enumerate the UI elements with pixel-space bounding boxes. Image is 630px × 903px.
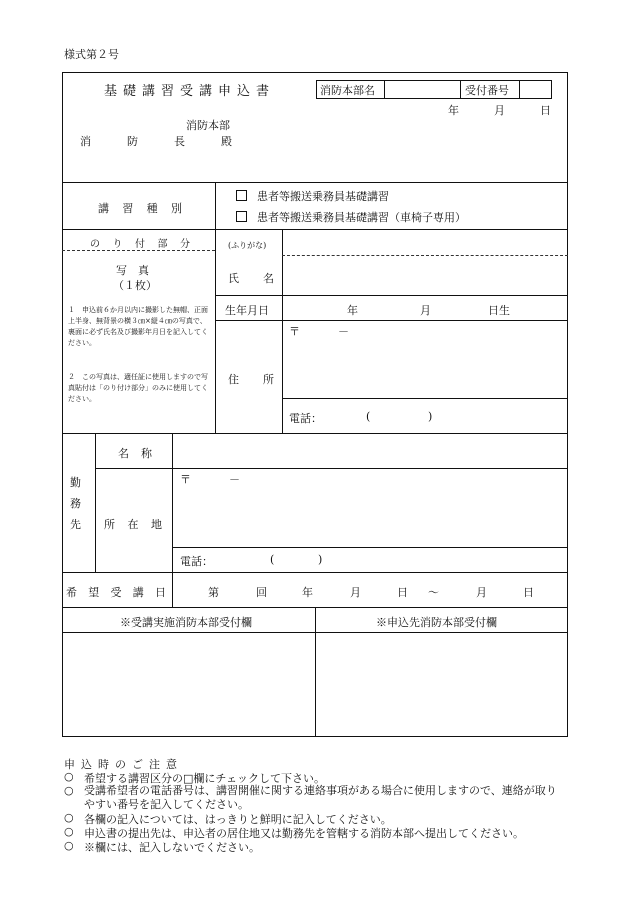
- course-option-1-checkbox[interactable]: [236, 190, 247, 201]
- rule-address-phone: [282, 398, 568, 399]
- note-item: 申込書の提出先は、申込者の居住地又は勤務先を管轄する消防本部へ提出してください。: [84, 827, 524, 840]
- workplace-name-label: 名 称: [118, 447, 152, 460]
- furigana-label: (ふりがな): [228, 241, 267, 250]
- address-phone-paren-close: ): [428, 410, 433, 423]
- rule-course-top: [62, 182, 568, 183]
- note-item: 各欄の記入については、はっきりと鮮明に記入してください。: [84, 813, 392, 826]
- note-item: 希望する講習区分の□欄にチェックして下さい。: [84, 772, 326, 785]
- address-phone-label: 電話：: [289, 412, 322, 425]
- workplace-name-field[interactable]: [175, 435, 565, 466]
- note-bullet: ○: [64, 825, 74, 838]
- address-postal-dash: －: [338, 325, 349, 338]
- desired-date-label: 希 望 受 講 日: [66, 586, 166, 599]
- course-type-label: 講 習 種 別: [98, 202, 182, 215]
- birth-day-label: 日生: [488, 304, 510, 317]
- photo-dash-top: [62, 250, 215, 251]
- course-option-2-checkbox[interactable]: [236, 211, 247, 222]
- workplace-location-label: 所 在 地: [104, 518, 162, 531]
- address-field[interactable]: [284, 338, 566, 396]
- note-bullet: ○: [64, 811, 74, 824]
- workplace-postal-dash: －: [229, 473, 240, 486]
- rule-course-bottom: [62, 229, 568, 230]
- photo-note-2: ２ この写真は、適任証に使用しますので写真貼付は「のり付け部分」のみに使用してください。: [68, 373, 208, 403]
- birth-date-label: 生年月日: [225, 304, 269, 317]
- note-item: ※欄には、記入しないでください。: [84, 841, 260, 854]
- workplace-address-field[interactable]: [175, 486, 565, 545]
- course-option-2[interactable]: [236, 209, 466, 225]
- header-box-divider-1: [384, 80, 385, 98]
- rule-col-left: [215, 182, 216, 433]
- course-option-1-label: 患者等搬送乗務員基礎講習: [257, 190, 389, 203]
- addressee-hq: 消防本部: [186, 119, 230, 132]
- desired-dai: 第: [208, 586, 219, 599]
- date-day-label: 日: [540, 104, 551, 117]
- form-title: 基礎講習受講申込書: [104, 84, 276, 99]
- date-year-label: 年: [448, 104, 459, 117]
- desired-month-start: 月: [350, 586, 361, 599]
- photo-title: 写 真: [116, 264, 149, 277]
- form-number: 様式第２号: [64, 48, 119, 61]
- photo-count: （１枚）: [113, 279, 157, 292]
- address-label: 住 所: [228, 373, 274, 386]
- workplace-postal-mark: 〒: [180, 473, 191, 486]
- address-postal-mark: 〒: [289, 325, 300, 338]
- furigana-field[interactable]: [284, 231, 566, 254]
- workplace-phone-paren-open: (: [270, 553, 275, 566]
- header-box-divider-3: [519, 80, 520, 98]
- desired-day-end: 日: [523, 586, 534, 599]
- rule-birth-bottom: [215, 320, 568, 321]
- course-option-2-label: 患者等搬送乗務員基礎講習（車椅子専用）: [257, 211, 466, 224]
- desired-tilde: ～: [428, 586, 439, 599]
- hq-name-label: 消防本部名: [320, 84, 375, 97]
- receipt-number-label: 受付番号: [465, 84, 509, 97]
- receipt-number-field[interactable]: [521, 81, 550, 97]
- workplace-phone-paren-close: ): [318, 553, 323, 566]
- desired-kai: 回: [256, 586, 267, 599]
- address-phone-paren-open: (: [366, 410, 371, 423]
- rule-col-label: [282, 229, 283, 433]
- rule-workplace-top: [62, 433, 568, 434]
- workplace-phone-label: 電話：: [180, 555, 213, 568]
- rule-desired-top: [62, 572, 568, 573]
- notes-heading: 申込時のご注意: [64, 758, 183, 771]
- desired-day-start: 日: [397, 586, 408, 599]
- reception-left-label: ※受講実施消防本部受付欄: [120, 616, 252, 629]
- name-field[interactable]: [284, 256, 566, 294]
- header-box-divider-2: [460, 80, 461, 98]
- rule-reception-split: [315, 607, 316, 736]
- workplace-label: 勤務先: [70, 476, 81, 531]
- note-item: 受講希望者の電話番号は、講習開催に関する連絡事項がある場合に使用しますので、連絡が取りやすい番号を記入してください。: [84, 784, 557, 811]
- photo-note-1: １ 申込前６か月以内に撮影した無帽、正面上半身、無背景の横３㎝×縦４㎝の写真で、裏面に必ず氏名及び撮影年月日を記入してください。: [68, 306, 208, 347]
- note-bullet: ○: [64, 839, 74, 852]
- addressee-chief: 消 防 長 殿: [80, 135, 232, 148]
- birth-month-label: 月: [420, 304, 431, 317]
- hq-name-field[interactable]: [387, 81, 459, 97]
- name-label: 氏 名: [228, 272, 274, 285]
- desired-month-end: 月: [476, 586, 487, 599]
- date-month-label: 月: [494, 104, 505, 117]
- rule-workplace-label: [95, 433, 96, 572]
- note-bullet: ○: [64, 770, 74, 783]
- rule-workplace-sub: [172, 433, 173, 607]
- desired-year: 年: [302, 586, 313, 599]
- birth-year-label: 年: [347, 304, 358, 317]
- note-bullet: ○: [64, 784, 74, 797]
- reception-right-label: ※申込先消防本部受付欄: [376, 616, 497, 629]
- course-option-1[interactable]: [236, 188, 389, 204]
- rule-workaddr-phone: [172, 547, 568, 548]
- glue-area-label: の り 付 部 分: [90, 239, 190, 250]
- rule-workname-bottom: [95, 468, 568, 469]
- rule-name-bottom: [215, 295, 568, 296]
